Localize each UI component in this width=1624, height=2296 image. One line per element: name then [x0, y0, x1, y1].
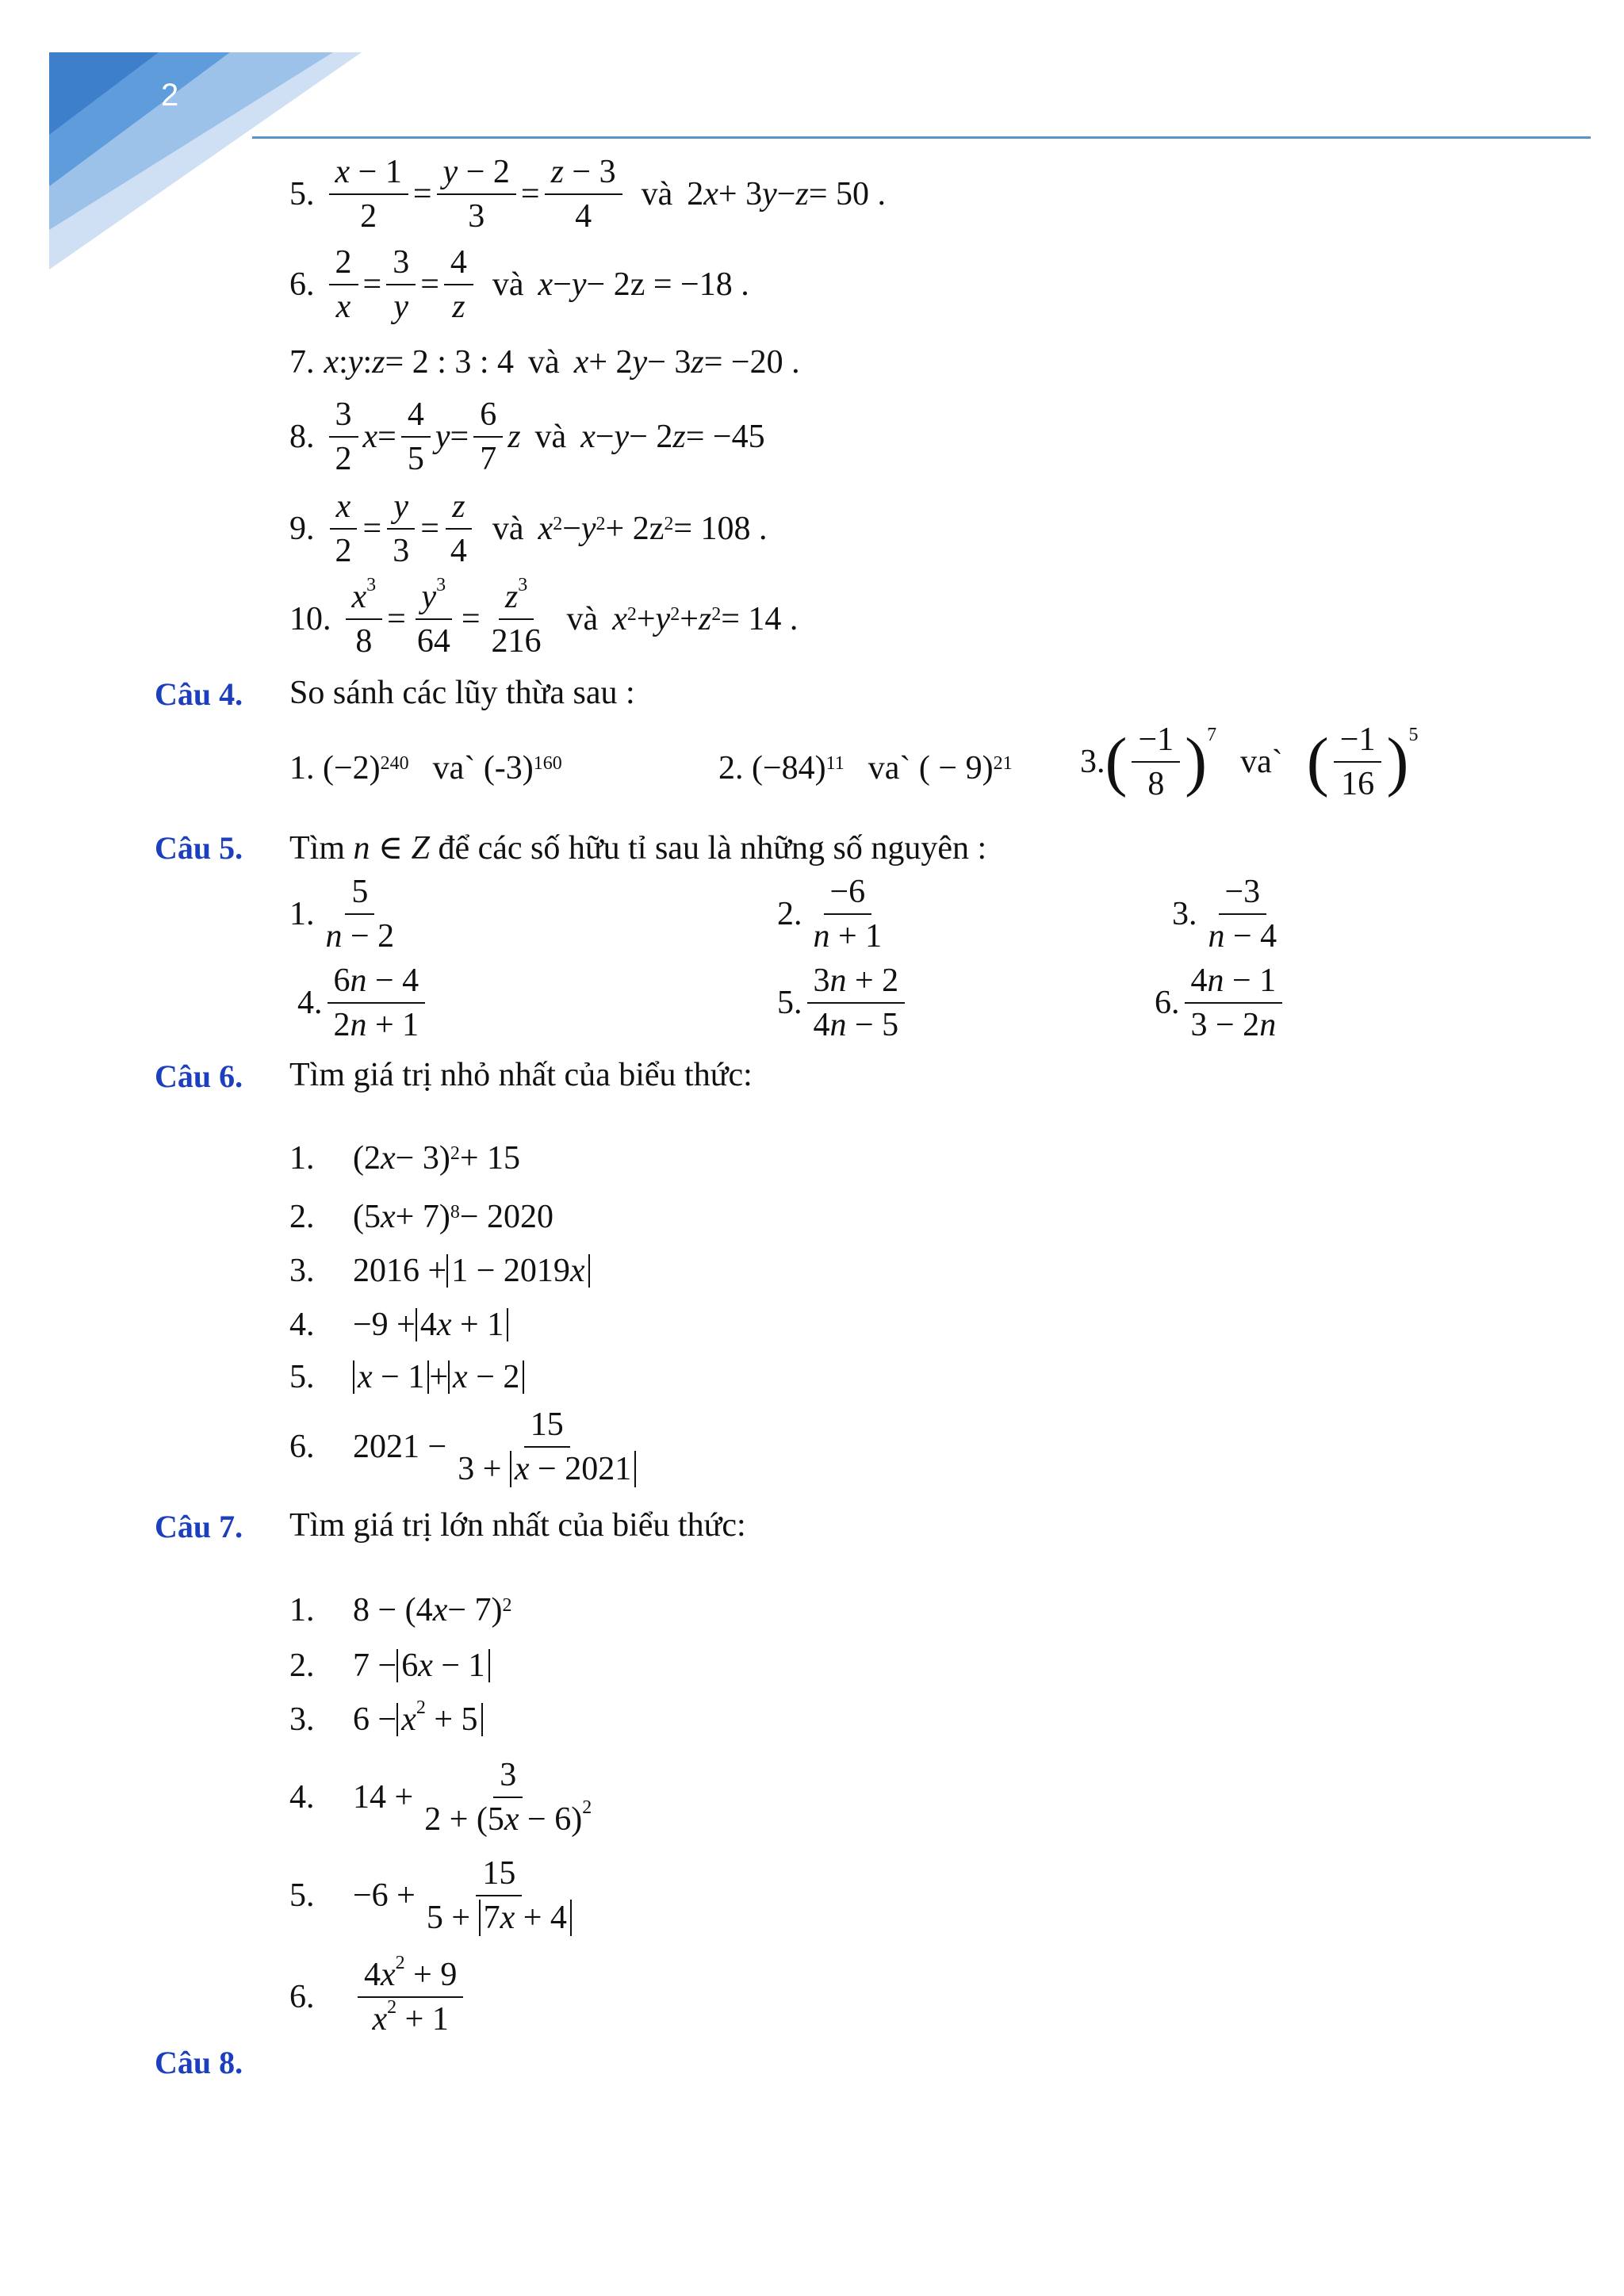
rational-item-6: 6. $\frac{4n - 1}{3 - 2n}$ — [1155, 964, 1287, 1042]
question-5-text-b: để các số hữu tỉ sau là những số nguyên : — [438, 830, 987, 867]
and-word: và — [492, 266, 524, 303]
max-item-3: 3. 6 − $x^2 + 5$ — [289, 1703, 483, 1736]
compare-item-2: 2. (−84) $^{11}$ va` ( − 9) $^{21}$ — [718, 750, 1013, 786]
question-5-text: Tìm n ∈ Z để các số hữu tỉ sau là những số nguyên : — [289, 830, 987, 867]
rational-item-4: 4. $\frac{6n - 4}{2n + 1}$ — [297, 964, 430, 1042]
min-item-6: 6. 2021 − $\frac{15}{3 + x - 2021}$ — [289, 1408, 647, 1486]
min-item-4: 4. −9 + 4x + 1 — [289, 1308, 508, 1341]
compare-item-3: 3. ( $\frac{-1}{8}$ ) $^7$ va` ( $\frac{-1}{16}$ ) $^5$ — [1080, 721, 1419, 802]
and-word: và — [534, 419, 567, 455]
max-item-6: 6. $\frac{4x^2 + 9}{x^2 + 1}$ — [289, 1958, 468, 2036]
system-item-8: 8. $\frac{3}{2}$ x = $\frac{4}{5}$ y = $\frac{6}{7}$ z và x − y − 2 z = −45 — [289, 396, 765, 477]
va-word: va` — [432, 750, 476, 786]
and-word: và — [528, 344, 560, 381]
rational-item-2: 2. $\frac{-6}{n + 1}$ — [777, 874, 883, 955]
page-number: 2 — [161, 78, 179, 113]
system-item-10: 10. $\frac{x^3}{8}$ = $\frac{y^3}{64}$ = $\frac{z^3}{216}$ và x $^2$ + y $^2$ + z $^2$ = 14 . — [289, 575, 799, 660]
and-word: và — [641, 176, 673, 212]
and-word: và — [492, 511, 524, 547]
rational-item-3: 3. $\frac{-3}{n - 4}$ — [1172, 874, 1277, 955]
system-item-7: 7. x : y : z = 2 : 3 : 4 và x + 2 y − 3 z = −20 . — [289, 344, 800, 381]
question-6-text: Tìm giá trị nhỏ nhất của biểu thức: — [289, 1057, 753, 1093]
max-item-1: 1. 8 − (4 x − 7) $^2$ — [289, 1592, 512, 1628]
question-5-label: Câu 5. — [155, 830, 243, 866]
max-item-4: 4. 14 + $\frac{3}{2 + (5x - 6)^2}$ — [289, 1757, 592, 1838]
question-8-label: Câu 8. — [155, 2045, 243, 2080]
system-item-9: 9. $\frac{x}{2}$ = $\frac{y}{3}$ = $\frac{z}{4}$ và x $^2$ − y $^2$ + 2z $^2$ = 108 . — [289, 488, 768, 569]
question-5-text-a: Tìm — [289, 830, 345, 867]
system-item-5: 5. $\frac{x - 1}{2}$ = $\frac{y - 2}{3}$ = $\frac{z - 3}{4}$ và 2 x + 3 y − z = 50 . — [289, 154, 886, 235]
header-rule — [252, 136, 1591, 139]
min-item-3: 3. 2016 + 1 − 2019x — [289, 1254, 590, 1288]
corner-decoration — [0, 0, 373, 277]
and-word: và — [566, 601, 599, 637]
question-6-label: Câu 6. — [155, 1058, 243, 1094]
question-7-label: Câu 7. — [155, 1509, 243, 1544]
rational-item-1: 1. $\frac{5}{n - 2}$ — [289, 874, 395, 955]
system-item-6: 6. $\frac{2}{x}$ = $\frac{3}{y}$ = $\frac{4}{z}$ và x − y − 2z = −18 . — [289, 244, 749, 325]
va-word: va` — [1240, 744, 1283, 780]
question-7-text: Tìm giá trị lớn nhất của biểu thức: — [289, 1507, 746, 1544]
va-word: va` — [868, 750, 911, 786]
max-item-5: 5. −6 + $\frac{15}{5 + 7x + 4}$ — [289, 1857, 583, 1934]
compare-item-1: 1. (−2) $^{240}$ va` (-3) $^{160}$ — [289, 750, 562, 786]
question-4-label: Câu 4. — [155, 676, 243, 712]
max-item-2: 2. 7 − 6x − 1 — [289, 1649, 490, 1682]
question-4-text: So sánh các lũy thừa sau : — [289, 675, 635, 711]
min-item-5: 5. x − 1 + x − 2 — [289, 1360, 524, 1394]
min-item-1: 1. (2 x − 3) $^2$ + 15 — [289, 1140, 521, 1177]
rational-item-5: 5. $\frac{3n + 2}{4n - 5}$ — [777, 964, 910, 1042]
min-item-2: 2. (5 x + 7) $^8$ − 2020 — [289, 1199, 554, 1235]
